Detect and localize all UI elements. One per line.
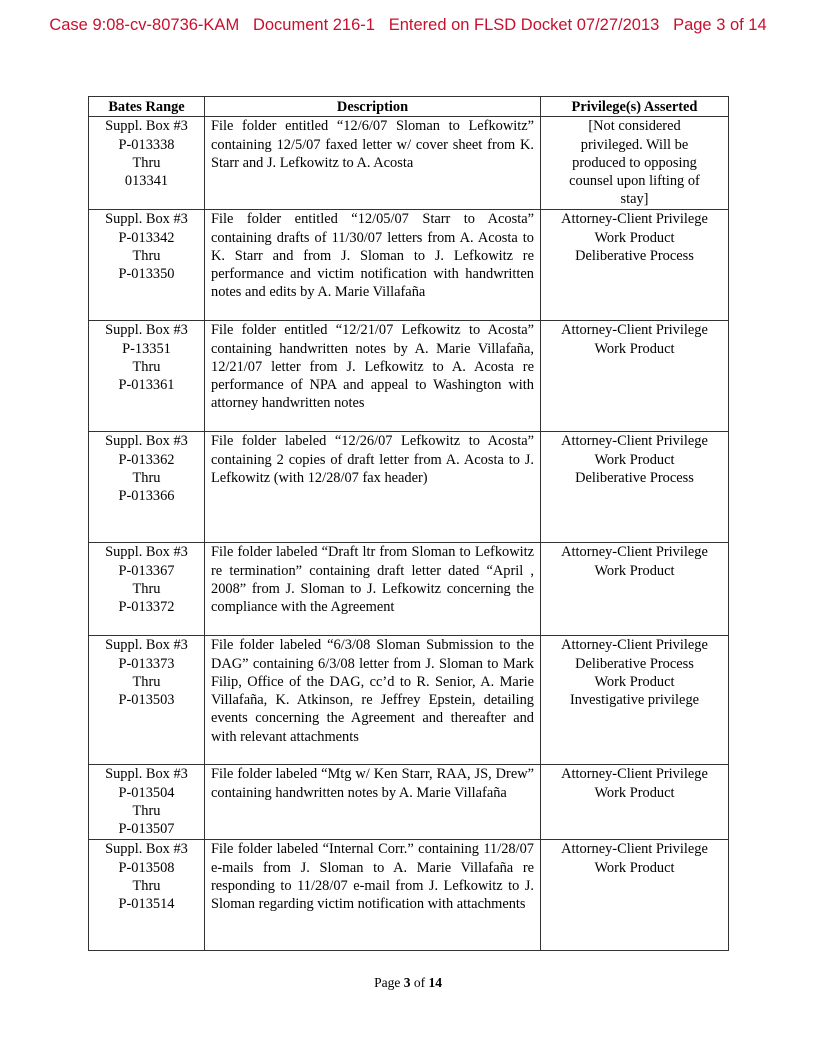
privilege-item: Deliberative Process <box>575 655 694 672</box>
footer-current-page: 3 <box>403 975 411 990</box>
privilege-item: Attorney-Client Privilege <box>561 211 708 228</box>
bates-end: P-013366 <box>118 488 175 505</box>
bates-box: Suppl. Box #3 <box>105 433 188 450</box>
footer-page-of: of <box>410 975 429 990</box>
privilege-item: [Not considered <box>588 118 681 135</box>
case-number: Case 9:08-cv-80736-KAM <box>49 16 240 34</box>
table-row <box>89 117 729 210</box>
privilege-cell <box>541 321 729 432</box>
bates-box: Suppl. Box #3 <box>105 841 188 858</box>
bates-end: P-013514 <box>118 896 175 913</box>
description-cell: File folder entitled “12/05/07 Starr to Acosta” containing drafts of 11/30/07 letters from A. Acosta to K. Starr and from J. Sloman to J. Lefkowitz re performance and victim notification with handwritten notes and edits by A. Marie Villafaña <box>205 210 541 321</box>
bates-range-cell <box>89 765 205 840</box>
privilege-item: Work Product <box>594 229 675 246</box>
description-cell: File folder labeled “Mtg w/ Ken Starr, RAA, JS, Drew” containing handwritten notes by A. Marie Villafaña <box>205 765 541 840</box>
table-row <box>89 432 729 543</box>
bates-thru: Thru <box>132 469 161 486</box>
privilege-item: Work Product <box>594 340 675 357</box>
privilege-item: Work Product <box>594 673 675 690</box>
bates-thru: Thru <box>132 358 161 375</box>
bates-thru: Thru <box>132 673 161 690</box>
privilege-item: produced to opposing <box>572 154 697 171</box>
bates-start: P-013362 <box>118 451 175 468</box>
privilege-item: Attorney-Client Privilege <box>561 544 708 561</box>
privilege-item: Work Product <box>594 562 675 579</box>
description-cell: File folder entitled “12/21/07 Lefkowitz to Acosta” containing handwritten notes by A. Marie Villafaña, 12/21/07 letter from J. Lefkowitz to A. Acosta re performance of NPA and appeal to Washington with attorney handwritten notes <box>205 321 541 432</box>
privilege-cell <box>541 432 729 543</box>
privilege-cell <box>541 765 729 840</box>
description-cell: File folder entitled “12/6/07 Sloman to Lefkowitz” containing 12/5/07 faxed letter w/ cover sheet from K. Starr and J. Lefkowitz to A. Acosta <box>205 117 541 210</box>
bates-box: Suppl. Box #3 <box>105 544 188 561</box>
bates-end: P-013361 <box>118 377 175 394</box>
bates-thru: Thru <box>132 154 161 171</box>
bates-thru: Thru <box>132 247 161 264</box>
description-cell: File folder labeled “6/3/08 Sloman Submission to the DAG” containing 6/3/08 letter from J. Sloman to Mark Filip, Office of the DAG, cc’d to R. Senior, A. Marie Villafaña, K. Atkinson, re Jeffrey Epstein, detailing events concerning the Agreement and thereafter and with relevant attachments <box>205 636 541 765</box>
table-row <box>89 210 729 321</box>
privilege-item: Attorney-Client Privilege <box>561 637 708 654</box>
description-cell: File folder labeled “12/26/07 Lefkowitz to Acosta” containing 2 copies of draft letter from A. Acosta to J. Lefkowitz (with 12/28/07 fax header) <box>205 432 541 543</box>
privilege-cell <box>541 840 729 951</box>
bates-range-cell <box>89 840 205 951</box>
privilege-item: Work Product <box>594 451 675 468</box>
privilege-cell <box>541 636 729 765</box>
docket-entry: Entered on FLSD Docket 07/27/2013 <box>388 16 660 34</box>
bates-box: Suppl. Box #3 <box>105 766 188 783</box>
footer-page-prefix: Page <box>374 975 404 990</box>
bates-box: Suppl. Box #3 <box>105 322 188 339</box>
privilege-item: Attorney-Client Privilege <box>561 841 708 858</box>
bates-start: P-013367 <box>118 562 175 579</box>
table-row <box>89 840 729 951</box>
column-header-privileges: Privilege(s) Asserted <box>541 97 729 117</box>
privilege-cell <box>541 117 729 210</box>
description-cell: File folder labeled “Internal Corr.” containing 11/28/07 e-mails from J. Sloman to A. Marie Villafaña re responding to 11/28/07 e-mail from J. Lefkowitz to J. Sloman regarding victim notification with attachments <box>205 840 541 951</box>
bates-range-cell <box>89 210 205 321</box>
bates-start: P-013508 <box>118 859 175 876</box>
privilege-item: stay] <box>620 191 649 208</box>
bates-range-cell <box>89 432 205 543</box>
bates-end: P-013372 <box>118 599 175 616</box>
privilege-log-table <box>88 96 729 951</box>
bates-end: P-013507 <box>118 821 175 838</box>
privilege-item: Deliberative Process <box>575 247 694 264</box>
bates-end: P-013350 <box>118 266 175 283</box>
docket-header <box>0 16 816 35</box>
bates-range-cell <box>89 543 205 636</box>
bates-start: P-013338 <box>118 136 175 153</box>
bates-box: Suppl. Box #3 <box>105 118 188 135</box>
privilege-item: Work Product <box>594 859 675 876</box>
bates-thru: Thru <box>132 802 161 819</box>
bates-start: P-13351 <box>122 340 171 357</box>
bates-range-cell <box>89 321 205 432</box>
bates-thru: Thru <box>132 877 161 894</box>
privilege-item: Deliberative Process <box>575 469 694 486</box>
privilege-item: Investigative privilege <box>569 692 700 709</box>
bates-box: Suppl. Box #3 <box>105 211 188 228</box>
privilege-cell <box>541 210 729 321</box>
bates-thru: Thru <box>132 580 161 597</box>
privilege-item: Work Product <box>594 784 675 801</box>
header-page-number: Page 3 of 14 <box>673 16 767 34</box>
privilege-item: Attorney-Client Privilege <box>561 322 708 339</box>
privilege-cell <box>541 543 729 636</box>
bates-range-cell <box>89 636 205 765</box>
table-row <box>89 636 729 765</box>
document-number: Document 216-1 <box>252 16 375 34</box>
description-cell: File folder labeled “Draft ltr from Sloman to Lefkowitz re termination” containing draft letter dated “April , 2008” from J. Sloman to J. Lefkowitz concerning the compliance with the Agreement <box>205 543 541 636</box>
privilege-item: Attorney-Client Privilege <box>561 766 708 783</box>
column-header-description: Description <box>205 97 541 117</box>
privilege-item: privileged. Will be <box>580 136 689 153</box>
privilege-item: Attorney-Client Privilege <box>561 433 708 450</box>
bates-start: P-013504 <box>118 784 175 801</box>
privilege-item: counsel upon lifting of <box>569 173 700 190</box>
column-header-bates: Bates Range <box>89 97 205 117</box>
table-row <box>89 543 729 636</box>
page-footer <box>0 975 816 991</box>
bates-start: P-013373 <box>118 655 175 672</box>
footer-total-pages: 14 <box>428 975 442 990</box>
table-row <box>89 765 729 840</box>
bates-range-cell <box>89 117 205 210</box>
bates-start: P-013342 <box>118 229 175 246</box>
bates-end: 013341 <box>124 173 169 190</box>
bates-box: Suppl. Box #3 <box>105 637 188 654</box>
bates-end: P-013503 <box>118 692 175 709</box>
table-row <box>89 321 729 432</box>
table-header-row <box>89 97 729 117</box>
